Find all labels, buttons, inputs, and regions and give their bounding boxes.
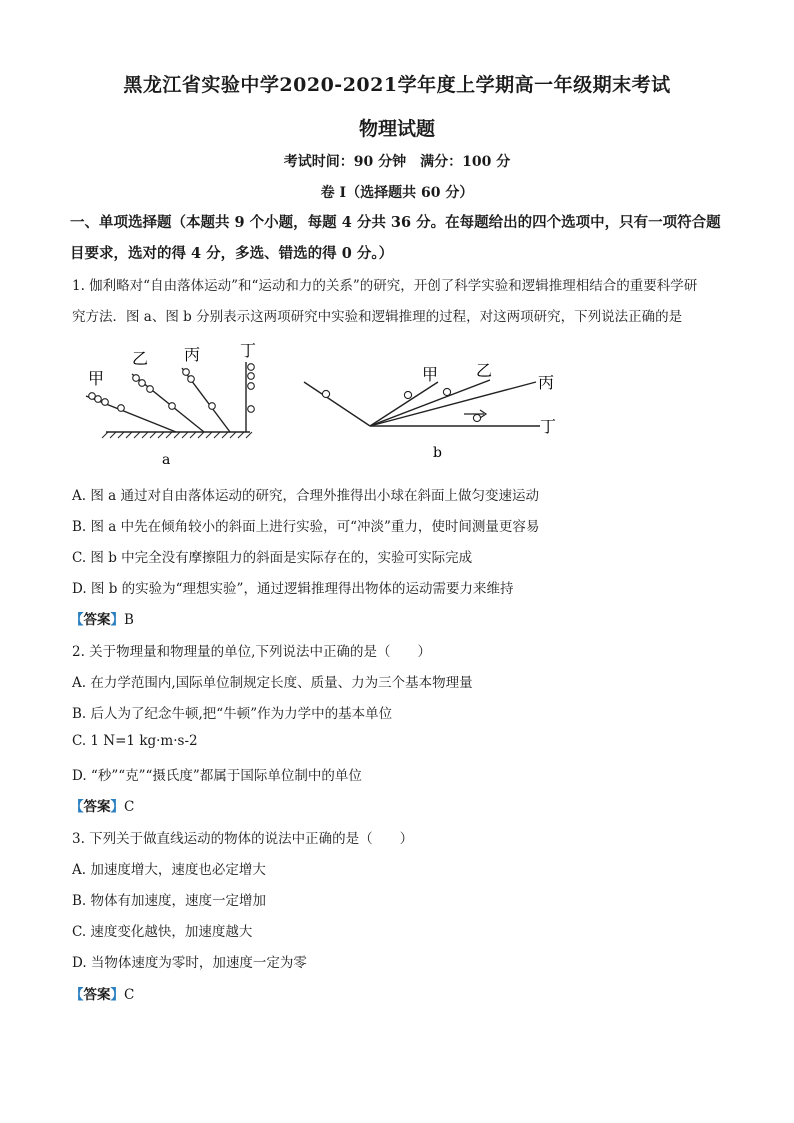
q2-option-a: A. 在力学范围内,国际单位制规定长度、质量、力为三个基本物理量: [72, 675, 473, 691]
fig-b-caption: b: [433, 445, 442, 461]
fig-a-caption: a: [162, 452, 171, 468]
q3-option-a: A. 加速度增大，速度也必定增大: [72, 862, 266, 878]
volume-label: 卷 I（选择题共 60 分）: [320, 185, 474, 201]
figure-b: [304, 361, 556, 461]
q2-option-b: B. 后人为了纪念牛顿,把“牛顿”作为力学中的基本单位: [72, 706, 393, 722]
fig-a-label-jia: 甲: [88, 369, 105, 388]
exam-info: 考试时间：90 分钟 满分：100 分: [283, 154, 511, 170]
fig-b-label-bing: 丙: [538, 373, 555, 392]
q2-answer: 【答案】C: [70, 799, 135, 815]
q1-stem-line2: 究方法．图 a、图 b 分别表示这两项研究中实验和逻辑推理的过程，对这两项研究，下列说法正确的是: [72, 309, 683, 325]
figure-a: [86, 341, 256, 468]
fig-a-label-ding: 丁: [240, 341, 257, 360]
q1-answer-value: B: [124, 612, 134, 628]
q1-option-b: B. 图 a 中先在倾角较小的斜面上进行实验，可“冲淡”重力，使时间测量更容易: [72, 519, 540, 535]
fig-b-label-yi: 乙: [476, 361, 493, 380]
fig-a-label-yi: 乙: [132, 349, 149, 368]
q3-option-d: D. 当物体速度为零时，加速度一定为零: [72, 955, 307, 971]
q2-option-d: D. “秒”“克”“摄氏度”都属于国际单位制中的单位: [72, 768, 362, 784]
exam-subtitle: 物理试题: [358, 118, 435, 140]
q1-option-a: A. 图 a 通过对自由落体运动的研究，合理外推得出小球在斜面上做匀变速运动: [72, 488, 539, 504]
q3-answer: 【答案】C: [70, 987, 135, 1003]
section-heading: 一、单项选择题（本题共 9 个小题，每题 4 分共 36 分。在每题给出的四个选项中，只有一项符合题目要求，选对的得 4 分，多选、错选的得 0 分。）: [70, 214, 721, 262]
fig-a-label-bing: 丙: [184, 345, 201, 364]
q1-answer: 【答案】B: [70, 612, 134, 628]
q2-option-c: C. 1 N=1 kg·m·s-2: [72, 733, 198, 749]
q3-stem: 3. 下列关于做直线运动的物体的说法中正确的是（ ）: [72, 831, 414, 847]
q2-answer-value: C: [124, 799, 135, 815]
q3-option-c: C. 速度变化越快，加速度越大: [72, 924, 253, 940]
exam-title: 黑龙江省实验中学2020-2021学年度上学期高一年级期末考试: [123, 74, 671, 96]
q1-stem-line1: 1. 伽利略对“自由落体运动”和“运动和力的关系”的研究，开创了科学实验和逻辑推理相结合的重要科学研: [72, 278, 698, 294]
fig-b-label-jia: 甲: [422, 365, 439, 384]
q1-figure: [70, 332, 590, 472]
q3-answer-value: C: [124, 987, 135, 1003]
q3-option-b: B. 物体有加速度，速度一定增加: [72, 893, 267, 909]
q1-option-c: C. 图 b 中完全没有摩擦阻力的斜面是实际存在的，实验可实际完成: [72, 550, 473, 566]
q2-stem: 2. 关于物理量和物理量的单位,下列说法中正确的是（ ）: [72, 644, 431, 660]
q1-option-d: D. 图 b 的实验为“理想实验”，通过逻辑推理得出物体的运动需要力来维持: [72, 581, 514, 597]
fig-b-label-ding: 丁: [540, 417, 557, 436]
